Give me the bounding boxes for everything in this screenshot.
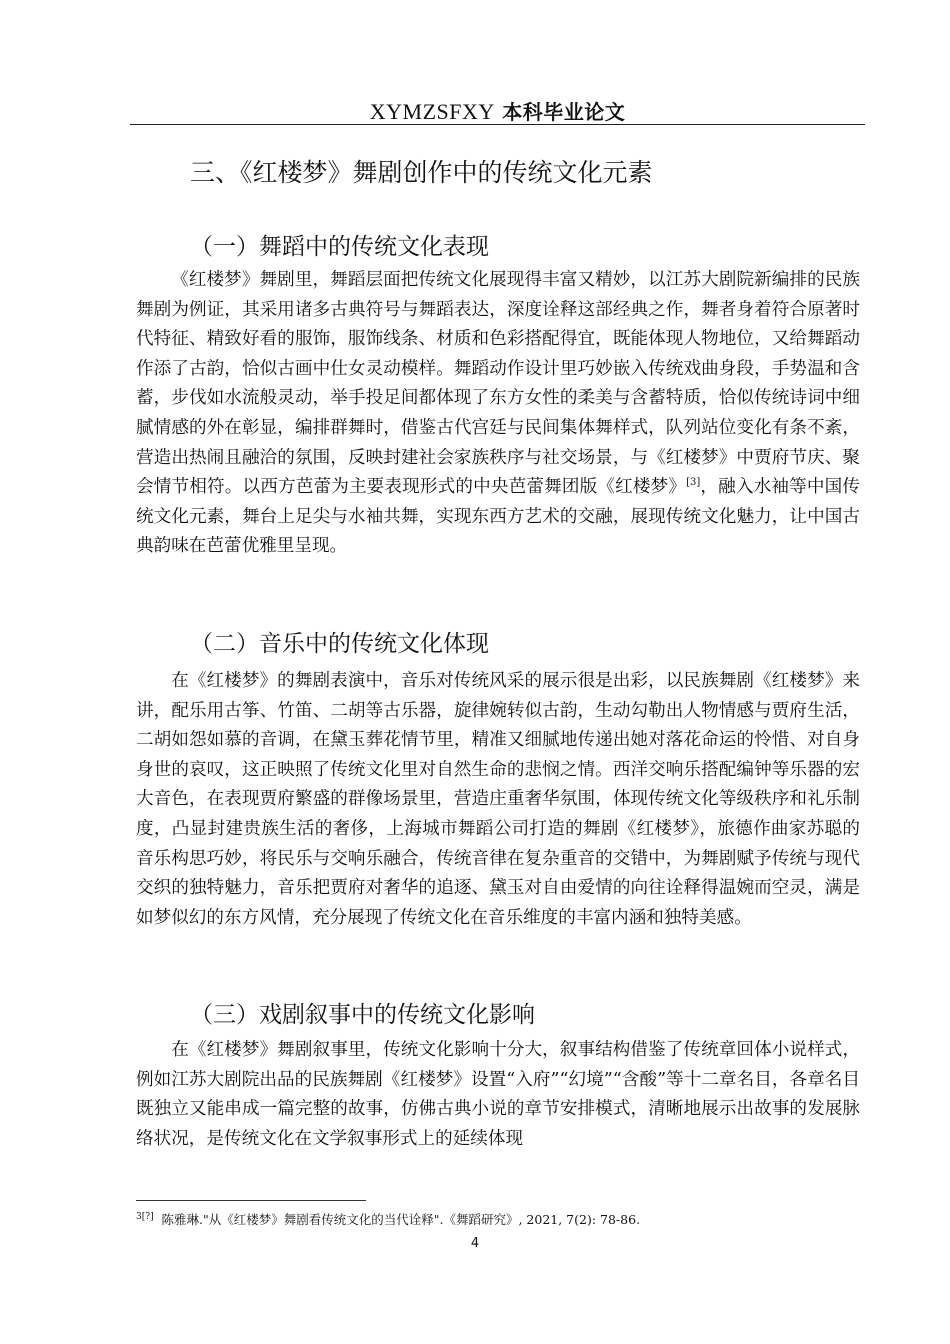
subsection-title-1: （一）舞蹈中的传统文化表现 [190,234,489,260]
paragraph-1 [136,266,860,562]
footnote-mark: 3[?] [136,1211,154,1222]
subsection-title-2: （二）音乐中的传统文化体现 [190,631,489,657]
paragraph-1-text-a: 《红楼梦》舞剧里，舞蹈层面把传统文化展现得丰富又精妙，以江苏大剧院新编排的民族舞剧为例证，其采用诸多古典符号与舞蹈表达，深度诠释这部经典之作，舞者身着符合原著时代特征、精致好看的服饰，服饰线条、材质和色彩搭配得宜，既能体现人物地位，又给舞蹈动作添了古韵，恰似古画中仕女灵动模样。舞蹈动作设计里巧妙嵌入传统戏曲身段，手势温和含蓄，步伐如水流般灵动，举手投足间都体现了东方女性的柔美与含蓄特质，恰似传统诗词中细腻情感的外在彰显，编排群舞时，借鉴古代宫廷与民间集体舞样式，队列站位变化有条不紊，营造出热闹且融洽的氛围，反映封建社会家族秩序与社交场景，与《红楼梦》中贾府节庆、聚会情节相符。以西方芭蕾为主要表现形式的中央芭蕾舞团版《红楼梦》 [136,270,860,498]
section-title: 三、《红楼梦》舞剧创作中的传统文化元素 [190,158,653,187]
paragraph-3: 在《红楼梦》舞剧叙事里，传统文化影响十分大，叙事结构借鉴了传统章回体小说样式，例如江苏大剧院出品的民族舞剧《红楼梦》设置“入府”“幻境”“含酸”等十二章名目，各章名目既独立又能串成一篇完整的故事，仿佛古典小说的章节安排模式，清晰地展示出故事的发展脉络状况，是传统文化在文学叙事形式上的延续体现 [136,1040,860,1149]
page-number: 4 [470,1236,480,1251]
subsection-title-3: （三）戏剧叙事中的传统文化影响 [190,1002,535,1028]
paragraph-2: 在《红楼梦》的舞剧表演中，音乐对传统风采的展示很是出彩，以民族舞剧《红楼梦》来讲，配乐用古筝、竹笛、二胡等古乐器，旋律婉转似古韵，生动勾勒出人物情感与贾府生活，二胡如怨如慕的音调，在黛玉葬花情节里，精准又细腻地传递出她对落花命运的怜惜、对自身身世的哀叹，这正映照了传统文化里对自然生命的悲悯之情。西洋交响乐搭配编钟等乐器的宏大音色，在表现贾府繁盛的群像场景里，营造庄重奢华氛围，体现传统文化等级秩序和礼乐制度，凸显封建贵族生活的奢侈，上海城市舞蹈公司打造的舞剧《红楼梦》，旅德作曲家苏聪的音乐构思巧妙，将民乐与交响乐融合，传统音律在复杂重音的交错中，为舞剧赋予传统与现代交织的独特魅力，音乐把贾府对奢华的追逐、黛玉对自由爱情的向往诠释得温婉而空灵，满是如梦似幻的东方风情，充分展现了传统文化在音乐维度的丰富内涵和独特美感。 [136,671,860,928]
running-header [130,96,865,125]
header-code: XYMZSFXY [369,99,495,124]
footnote-rule [136,1200,366,1201]
header-subtitle: 本科毕业论文 [502,100,626,124]
footnote-text: 陈雅琳."从《红楼梦》舞剧看传统文化的当代诠释".《舞蹈研究》, 2021, 7(2): 78-86. [161,1212,641,1227]
header-rule [130,124,865,125]
footnote [136,1210,640,1228]
paragraph-1-text-b: ，融入水袖等中国传统文化元素，舞台上足尖与水袖共舞，实现东西方艺术的交融，展现传统文化魅力，让中国古典韵味在芭蕾优雅里呈现。 [136,477,860,557]
citation-ref: [3] [686,477,701,489]
